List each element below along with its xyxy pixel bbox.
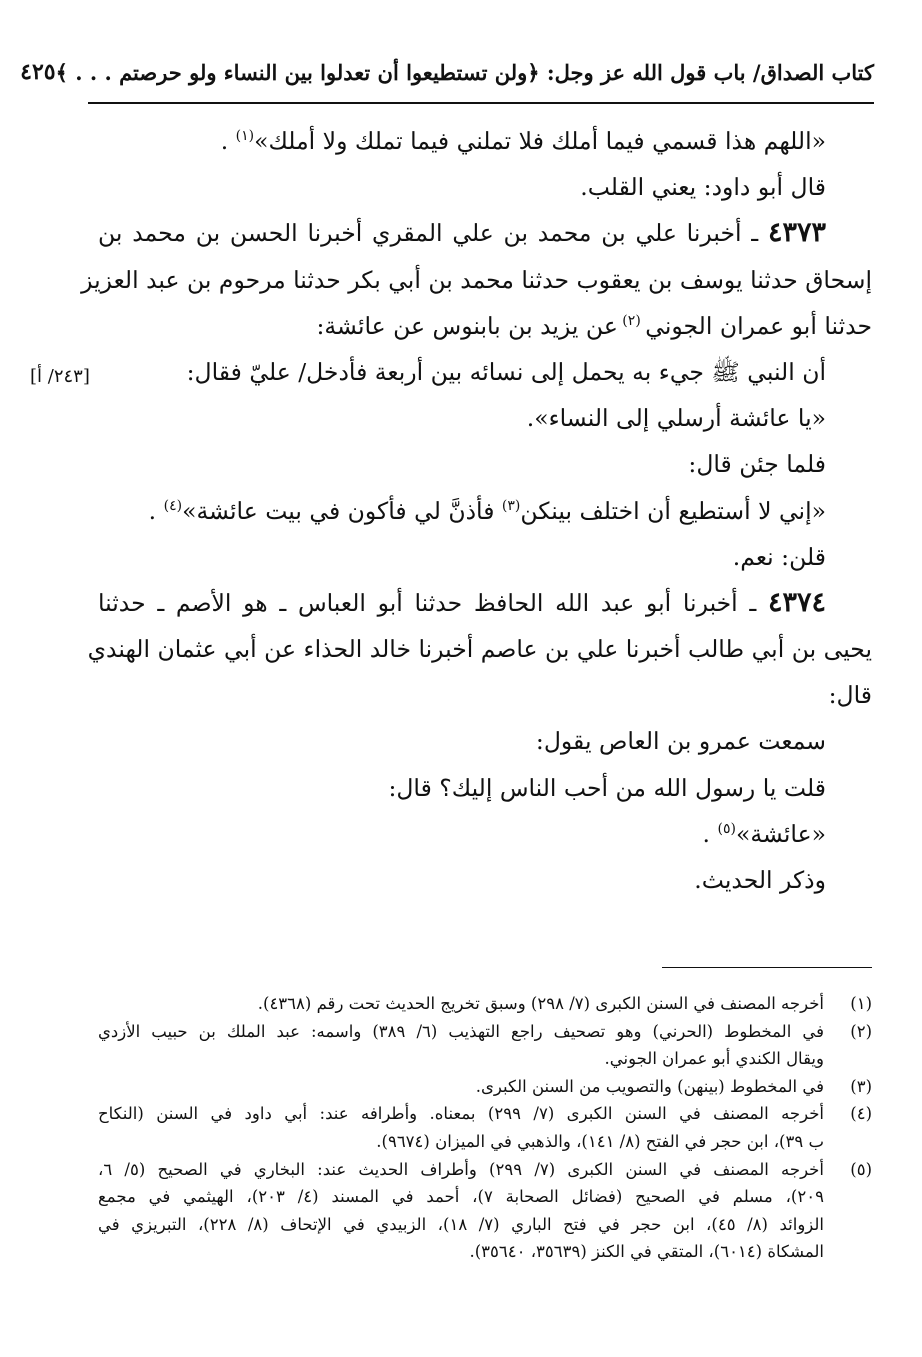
footnote-number: (٤) <box>850 1104 872 1124</box>
text-line: أن النبي ﷺ جيء به يحمل إلى نسائه بين أربعة فأدخل/ عليّ فقال: <box>186 357 826 386</box>
footnote-number: (٣) <box>850 1076 872 1096</box>
text-line: قلت يا رسول الله من أحب الناس إليك؟ قال: <box>388 773 826 802</box>
footnote-line: أخرجه المصنف في السنن الكبرى (٧/ ٢٩٩) بمعناه. وأطرافه عند: أبي داود في السنن (النكاح <box>98 1104 824 1124</box>
footnote-line: الزوائد (٨/ ٤٥)، ابن حجر في فتح الباري (٧/ ١٨)، الزبيدي في الإتحاف (٨/ ٢٢٨)، التبريزي في <box>98 1214 825 1234</box>
text-line: يحيى بن أبي طالب أخبرنا علي بن عاصم أخبرنا خالد الحذاء عن أبي عثمان الهندي <box>87 635 872 664</box>
page-number: ٤٢٥ <box>20 59 56 85</box>
text-line: سمعت عمرو بن العاص يقول: <box>535 727 826 756</box>
text-line: «عائشة»$^{(٥)}$ . <box>702 819 826 848</box>
footnote-number: (٢) <box>850 1021 872 1041</box>
footnote-line: في المخطوط (بينهن) والتصويب من السنن الكبرى. <box>475 1076 824 1096</box>
footnote-line: في المخطوط (الحرني) وهو تصحيف راجع التهذيب (٦/ ٣٨٩) واسمه: عبد الملك بن حبيب الأزدي <box>98 1021 824 1041</box>
footnote-ref[interactable]: (٥) <box>717 820 736 837</box>
text-line: قال: <box>828 681 872 710</box>
footnote-ref[interactable]: (٣) <box>501 497 521 514</box>
text-line: قلن: نعم. <box>732 542 826 571</box>
text-line: «اللهم هذا قسمي فيما أملك فلا تملني فيما تملك ولا أملك»$^{(١)}$ . <box>220 127 826 155</box>
footnote-line: ب ٣٩)، ابن حجر في الفتح (٨/ ١٤١)، والذهبي في الميزان (٩٦٧٤). <box>376 1131 824 1151</box>
footnote-ref[interactable]: (٢) <box>617 312 646 329</box>
main-text <box>81 118 872 903</box>
hadith-number: ٤٣٧٣ <box>767 217 826 249</box>
footnote-1 <box>98 990 872 1018</box>
footnote-line: أخرجه المصنف في السنن الكبرى (٧/ ٢٩٩) وأطراف الحديث عند: البخاري في الصحيح (٥/ ٦، <box>98 1159 824 1179</box>
footnote-line: ٢٠٩)، مسلم في الصحيح (فضائل الصحابة ٧)، أحمد في المسند (٤/ ٢٠٣)، الهيثمي في مجمع <box>98 1187 824 1207</box>
hadith-4374-start: ٤٣٧٤ ـ أخبرنا أبو عبد الله الحافظ حدثنا أبو العباس ـ هو الأصم ـ حدثنا <box>98 586 826 618</box>
text-line: «إني لا أستطيع أن اختلف بينكن$^{(٣)}$ فأذنَّ لي فأكون في بيت عائشة»$^{(٤)}$ . <box>148 496 826 525</box>
hadith-4373-start: ٤٣٧٣ ـ أخبرنا علي بن محمد بن علي المقري أخبرنا الحسن بن محمد بن <box>98 217 826 249</box>
text-line: إسحاق حدثنا يوسف بن يعقوب حدثنا محمد بن أبي بكر حدثنا مرحوم بن عبد العزيز <box>81 265 872 294</box>
footnote-line: المشكاة (٦٠١٤)، المتقي في الكنز (٣٥٦٣٩، ٣٥٦٤٠). <box>469 1242 824 1262</box>
footnote-5 <box>98 1156 872 1266</box>
manuscript-folio-note: [٢٤٣/ أ] <box>30 366 90 387</box>
footnote-ref[interactable]: (١) <box>235 128 255 145</box>
text-line: فلما جئن قال: <box>688 450 826 479</box>
footnote-number: (٥) <box>850 1159 872 1179</box>
footnote-number: (١) <box>850 994 872 1013</box>
hadith-number: ٤٣٧٤ <box>767 586 826 618</box>
footnote-ref[interactable]: (٤) <box>163 497 183 514</box>
footnote-divider <box>662 967 872 968</box>
text-line: «يا عائشة أرسلي إلى النساء». <box>526 404 826 433</box>
footnote-line: أخرجه المصنف في السنن الكبرى (٧/ ٢٩٨) وسبق تخريج الحديث تحت رقم (٤٣٦٨). <box>257 994 824 1013</box>
footnote-2 <box>98 1018 872 1073</box>
running-head <box>20 42 874 104</box>
text-line: قال أبو داود: يعني القلب. <box>580 173 826 202</box>
footnote-3 <box>98 1073 872 1101</box>
chapter-title: كتاب الصداق/ باب قول الله عز وجل: ﴿ولن تستطيعوا أن تعدلوا بين النساء ولو حرصتم . . . ﴾ <box>55 59 874 85</box>
text-line: وذكر الحديث. <box>694 866 826 894</box>
footnotes <box>98 990 872 1266</box>
text-line: حدثنا أبو عمران الجوني $^{(٢)}$ عن يزيد بن بابنوس عن عائشة: <box>316 311 872 340</box>
footnote-line: ويقال الكندي أبو عمران الجوني. <box>604 1049 824 1069</box>
footnote-4 <box>98 1100 872 1155</box>
